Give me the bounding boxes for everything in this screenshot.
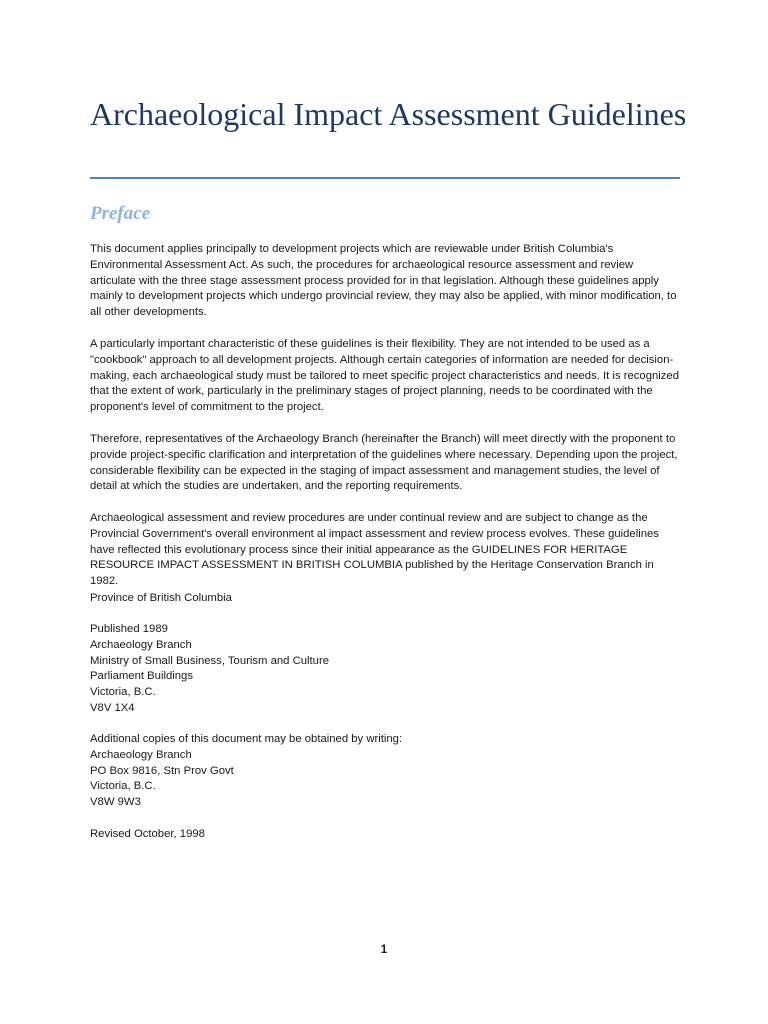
address-line: Parliament Buildings xyxy=(90,670,193,683)
revision-note xyxy=(90,827,682,843)
province-line xyxy=(90,591,682,607)
province-text: Province of British Columbia xyxy=(90,592,232,604)
section-heading-preface: Preface xyxy=(90,203,151,224)
publisher-address-block xyxy=(90,622,682,717)
document-title: Archaeological Impact Assessment Guidelines xyxy=(90,96,687,132)
address-line: V8V 1X4 xyxy=(90,701,135,714)
address-line: Victoria, B.C. xyxy=(90,780,156,793)
address-line: Archaeology Branch xyxy=(90,748,192,761)
page-number: 1 xyxy=(380,944,388,956)
copies-address-block xyxy=(90,732,682,811)
revision-text: Revised October, 1998 xyxy=(90,828,205,840)
preface-paragraph: A particularly important characteristic of these guidelines is their flexibility. They are not intended to be used as a "cookbook" approach to all development projects. Although certain categories of information are needed for decision-making, each archaeological study must be tailored to meet specific project characteristics and needs. It is recognized that the extent of work, particularly in the preliminary stages of project planning, needs to be coordinated with the proponent's level of commitment to the project. xyxy=(90,338,679,414)
address-line: Victoria, B.C. xyxy=(90,686,156,699)
preface-paragraph: Therefore, representatives of the Archaeology Branch (hereinafter the Branch) will meet directly with the proponent to provide project-specific clarification and interpretation of the guidelines where necessary. Depending upon the project, considerable flexibility can be expected in the staging of impact assessment and management studies, the level of detail at which the studies are undertaken, and the reporting requirements. xyxy=(90,433,678,493)
address-line: Published 1989 xyxy=(90,623,168,635)
address-line: PO Box 9816, Stn Prov Govt xyxy=(90,764,234,777)
preface-paragraph: This document applies principally to development projects which are reviewable under British Columbia's Environmental Assessment Act. As such, the procedures for archaeological resource assessment and review articulate with the three stage assessment process provided for in that legislation. Although these guidelines apply mainly to development projects which undergo provincial review, they may also be applied, with minor modification, to all other developments. xyxy=(90,243,677,319)
address-line: Archaeology Branch xyxy=(90,638,192,651)
address-line: V8W 9W3 xyxy=(90,796,141,809)
address-line: Additional copies of this document may be obtained by writing: xyxy=(90,733,403,745)
title-divider xyxy=(90,177,680,179)
preface-paragraph: Archaeological assessment and review procedures are under continual review and are subject to change as the Provincial Government's overall environment al impact assessment and review process evolves. These guidelines have reflected this evolutionary process since their initial appearance as the GUIDELINES FOR HERITAGE RESOURCE IMPACT ASSESSMENT IN BRITISH COLUMBIA published by the Heritage Conservation Branch in 1982. xyxy=(90,512,659,588)
address-line: Ministry of Small Business, Tourism and Culture xyxy=(90,654,329,667)
